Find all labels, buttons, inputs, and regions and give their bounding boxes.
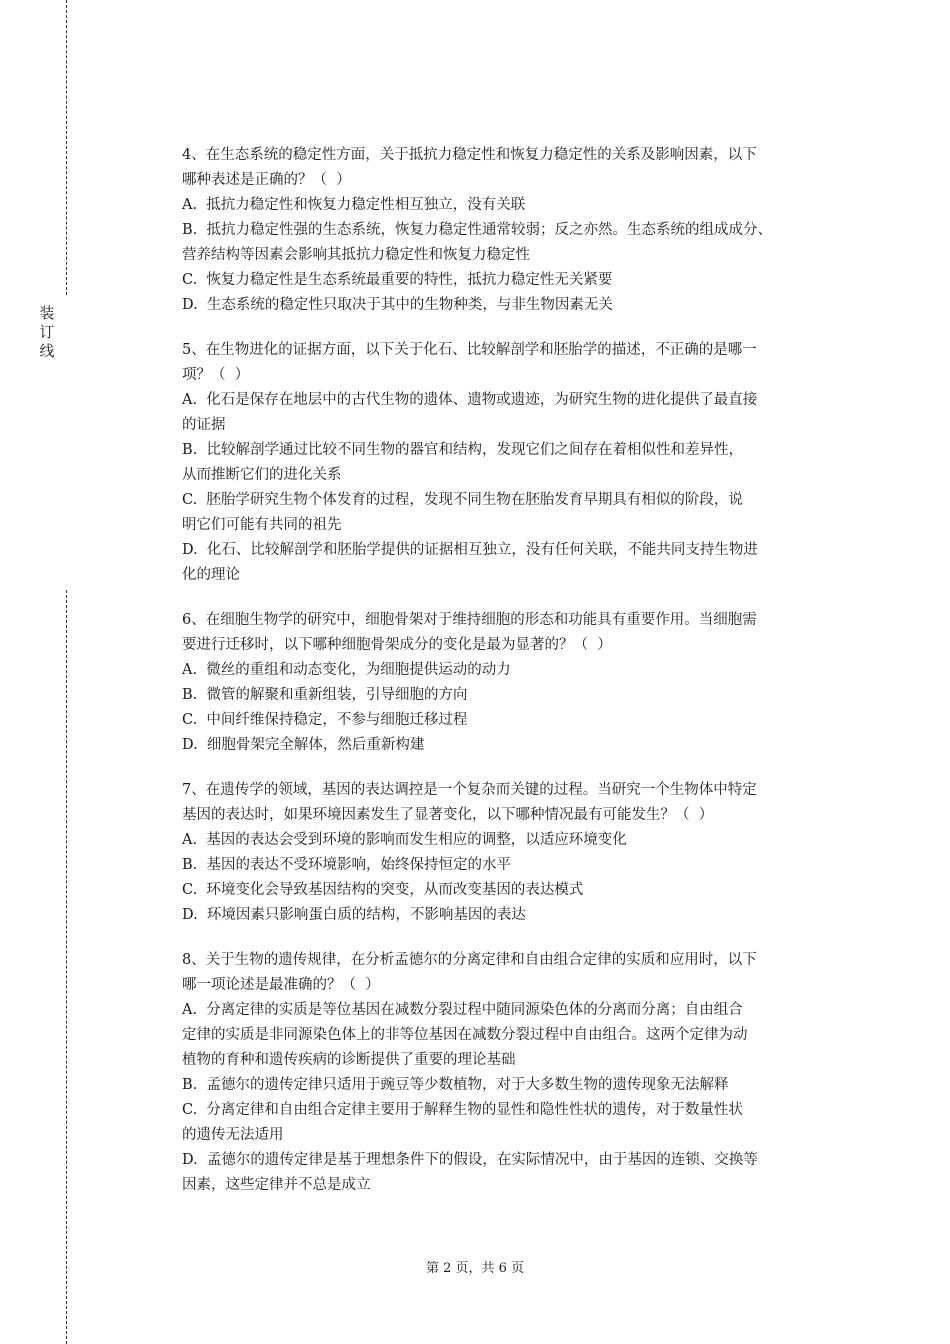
option-a: A. 分离定律的实质是等位基因在减数分裂过程中随同源染色体的分离而分离；自由组合 定律的实质是非同源染色体上的非等位基因在减数分裂过程中自由组合。这两个定律为动 植物的育种和遗传疾病的诊断提供了重要的理论基础 — [182, 1002, 748, 1068]
option-a: A. 基因的表达会受到环境的影响而发生相应的调整，以适应环境变化 — [182, 832, 627, 848]
option-d: D. 细胞骨架完全解体，然后重新构建 — [182, 737, 425, 753]
question-8 — [182, 948, 852, 1198]
question-4 — [182, 143, 852, 318]
option-a: A. 化石是保存在地层中的古代生物的遗体、遗物或遗迹，为研究生物的进化提供了最直接 的证据 — [182, 392, 758, 433]
question-list — [182, 143, 852, 1218]
binding-dashed-line-top — [66, 0, 67, 295]
question-6 — [182, 608, 852, 758]
binding-label-char: 线 — [39, 342, 55, 360]
option-c: C. 中间纤维保持稳定，不参与细胞迁移过程 — [182, 712, 468, 728]
question-stem: 6、在细胞生物学的研究中，细胞骨架对于维持细胞的形态和功能具有重要作用。当细胞需 要进行迁移时，以下哪种细胞骨架成分的变化是最为显著的？（ ） — [182, 612, 757, 653]
binding-label-char: 订 — [39, 323, 55, 341]
option-b: B. 比较解剖学通过比较不同生物的器官和结构，发现它们之间存在着相似性和差异性， 从而推断它们的进化关系 — [182, 442, 743, 483]
option-c: C. 胚胎学研究生物个体发育的过程，发现不同生物在胚胎发育早期具有相似的阶段，说 明它们可能有共同的祖先 — [182, 492, 743, 533]
question-stem: 7、在遗传学的领域，基因的表达调控是一个复杂而关键的过程。当研究一个生物体中特定 基因的表达时，如果环境因素发生了显著变化，以下哪种情况最有可能发生？（ ） — [182, 782, 757, 823]
option-b: B. 基因的表达不受环境影响，始终保持恒定的水平 — [182, 857, 511, 873]
question-5 — [182, 338, 852, 588]
binding-dashed-line-bottom — [66, 590, 67, 1344]
question-7 — [182, 778, 852, 928]
option-b: B. 孟德尔的遗传定律只适用于豌豆等少数植物，对于大多数生物的遗传现象无法解释 — [182, 1077, 729, 1093]
option-b: B. 微管的解聚和重新组装，引导细胞的方向 — [182, 687, 468, 703]
binding-line-label — [38, 304, 56, 361]
option-c: C. 分离定律和自由组合定律主要用于解释生物的显性和隐性性状的遗传，对于数量性状 的遗传无法适用 — [182, 1102, 743, 1143]
option-d: D. 化石、比较解剖学和胚胎学提供的证据相互独立，没有任何关联，不能共同支持生物进 化的理论 — [182, 542, 758, 583]
option-c: C. 环境变化会导致基因结构的突变，从而改变基因的表达模式 — [182, 882, 584, 898]
question-stem: 5、在生物进化的证据方面，以下关于化石、比较解剖学和胚胎学的描述，不正确的是哪一 项？（ ） — [182, 342, 757, 383]
option-a: A. 微丝的重组和动态变化，为细胞提供运动的动力 — [182, 662, 511, 678]
option-b: B. 抵抗力稳定性强的生态系统，恢复力稳定性通常较弱；反之亦然。生态系统的组成成分、 营养结构等因素会影响其抵抗力稳定性和恢复力稳定性 — [182, 222, 772, 263]
page-number: 第 2 页，共 6 页 — [425, 1261, 525, 1276]
option-d: D. 生态系统的稳定性只取决于其中的生物种类，与非生物因素无关 — [182, 297, 613, 313]
question-stem: 8、关于生物的遗传规律，在分析孟德尔的分离定律和自由组合定律的实质和应用时，以下 哪一项论述是最准确的？（ ） — [182, 952, 757, 993]
option-d: D. 孟德尔的遗传定律是基于理想条件下的假设，在实际情况中，由于基因的连锁、交换等 因素，这些定律并不总是成立 — [182, 1152, 758, 1193]
option-c: C. 恢复力稳定性是生态系统最重要的特性，抵抗力稳定性无关紧要 — [182, 272, 613, 288]
option-a: A. 抵抗力稳定性和恢复力稳定性相互独立，没有关联 — [182, 197, 526, 213]
question-stem: 4、在生态系统的稳定性方面，关于抵抗力稳定性和恢复力稳定性的关系及影响因素，以下 哪种表述是正确的？（ ） — [182, 147, 757, 188]
option-d: D. 环境因素只影响蛋白质的结构，不影响基因的表达 — [182, 907, 526, 923]
binding-label-char: 装 — [39, 304, 55, 322]
